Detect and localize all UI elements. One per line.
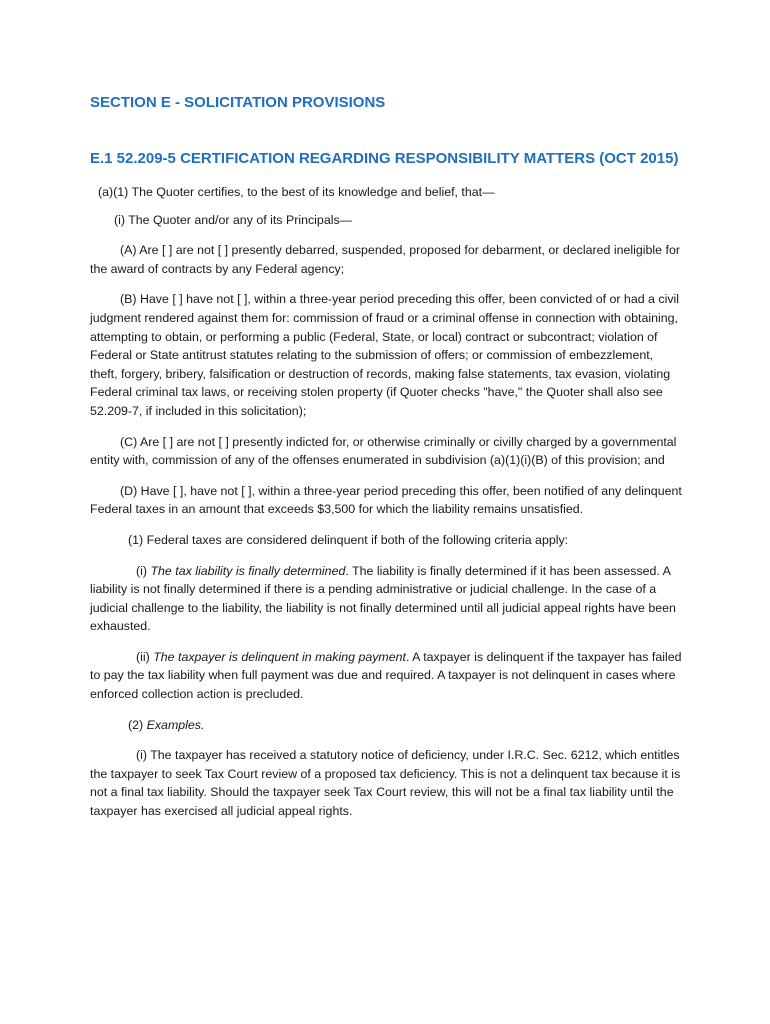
section-title: SECTION E - SOLICITATION PROVISIONS xyxy=(90,94,386,111)
paragraph-D: (D) Have [ ], have not [ ], within a three-year period preceding this offer, been notified of any delinquent Federal taxes in an amount that exceeds $3,500 for which the liability remains unsatisfied. xyxy=(90,483,682,517)
paragraph-2 xyxy=(90,716,682,735)
paragraph-1-ii-italic: The taxpayer is delinquent in making payment xyxy=(153,649,406,664)
document-page xyxy=(90,93,682,821)
paragraph-C: (C) Are [ ] are not [ ] presently indicted for, or otherwise criminally or civilly charged by a governmental entity with, commission of any of the offenses enumerated in subdivision (a)(1)(i)(B) of this provision; and xyxy=(90,434,677,468)
paragraph-1-ii-prefix: (ii) xyxy=(136,649,154,664)
paragraph-2-prefix: (2) xyxy=(128,717,147,732)
paragraph-a1: (a)(1) The Quoter certifies, to the best of its knowledge and belief, that— xyxy=(98,185,495,199)
paragraph-1-i-prefix: (i) xyxy=(136,563,151,578)
paragraph-i: (i) The Quoter and/or any of its Principals— xyxy=(114,212,353,227)
paragraph-2-i: (i) The taxpayer has received a statutory notice of deficiency, under I.R.C. Sec. 6212, which entitles the taxpayer to seek Tax Court review of a proposed tax deficiency. This is not a delinquent tax because it is not a final tax liability. Should the taxpayer seek Tax Court review, this will not be a final tax liability until the taxpayer has exercised all judicial appeal rights. xyxy=(90,748,681,819)
paragraph-1-i-rest: . The liability is finally determined if it has been assessed. A liability is not finally determined if there is a pending administrative or judicial challenge. In the case of a judicial challenge to the liability, the liability is not finally determined until all judicial appeal rights have been exhausted. xyxy=(90,563,676,634)
paragraph-A: (A) Are [ ] are not [ ] presently debarred, suspended, proposed for debarment, or declared ineligible for the award of contracts by any Federal agency; xyxy=(90,243,680,276)
clause-title: E.1 52.209-5 CERTIFICATION REGARDING RESPONSIBILITY MATTERS (OCT 2015) xyxy=(90,150,679,167)
paragraph-1-i xyxy=(90,562,682,636)
paragraph-2-italic: Examples. xyxy=(146,717,205,732)
paragraph-1-i-italic: The tax liability is finally determined xyxy=(150,563,346,578)
paragraph-1-ii-rest: . A taxpayer is delinquent if the taxpayer has failed to pay the tax liability when full payment was due and required. A taxpayer is not delinquent in cases where enforced collection action is precluded. xyxy=(90,649,682,702)
paragraph-1-ii xyxy=(90,648,682,704)
paragraph-B: (B) Have [ ] have not [ ], within a three-year period preceding this offer, been convicted of or had a civil judgment rendered against them for: commission of fraud or a criminal offense in connection with obtaining, attempting to obtain, or performing a public (Federal, State, or local) contract or subcontract; violation of Federal or State antitrust statutes relating to the submission of offers; or commission of embezzlement, theft, forgery, bribery, falsification or destruction of records, making false statements, tax evasion, violating Federal criminal tax laws, or receiving stolen property (if Quoter checks "have," the Quoter shall also see 52.209-7, if included in this solicitation); xyxy=(90,292,680,418)
paragraph-1: (1) Federal taxes are considered delinquent if both of the following criteria apply: xyxy=(128,532,569,547)
